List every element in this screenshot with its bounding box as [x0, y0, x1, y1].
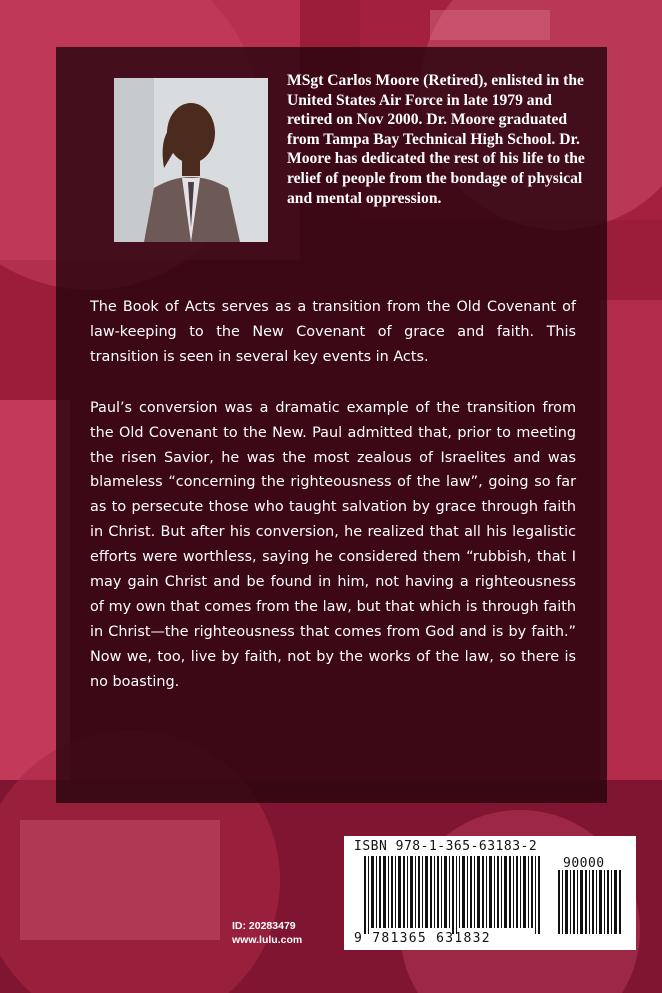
- description-paragraph-2: Paul’s conversion was a dramatic example of the transition from the Old Covenant to the New. Paul admitted that, prior to meeting the risen Savior, he was the most zealous of Israelites and was blameless “concerning the righteousness of the law”, going so far as to persecute those who taught salvation by grace through faith in Christ. But after his conversion, he realized that all his legalistic efforts were worthless, saying he considered them “rubbish, that I may gain Christ and be found in him, not having a righteousness of my own that comes from the law, but that which is through faith in Christ—the righteousness that comes from God and is by faith.” Now we, too, live by faith, not by the works of the law, so there is no boasting.: [90, 399, 576, 690]
- publisher-id: ID: 20283479: [232, 920, 296, 932]
- author-photo: [114, 78, 268, 242]
- publisher-url: www.lulu.com: [232, 934, 303, 946]
- author-bio: MSgt Carlos Moore (Retired), enlisted in the United States Air Force in late 1979 and retired on Nov 2000. Dr. Moore graduated from Tampa Bay Technical High School. Dr. Moore has dedicated the rest of his life to the relief of people from the bondage of physical and mental oppression.: [287, 72, 585, 207]
- isbn-digits: 9 781365 631832: [354, 931, 491, 946]
- publisher-info: [232, 919, 302, 947]
- back-cover-panel: [56, 47, 607, 803]
- isbn-label: ISBN 978-1-365-63183-2: [354, 839, 538, 854]
- isbn-addon: 90000: [563, 856, 605, 871]
- isbn-barcode: [344, 836, 636, 950]
- book-description: [90, 295, 576, 721]
- description-paragraph-1: The Book of Acts serves as a transition from the Old Covenant of law-keeping to the New Covenant of grace and faith. This transition is seen in several key events in Acts.: [90, 299, 576, 365]
